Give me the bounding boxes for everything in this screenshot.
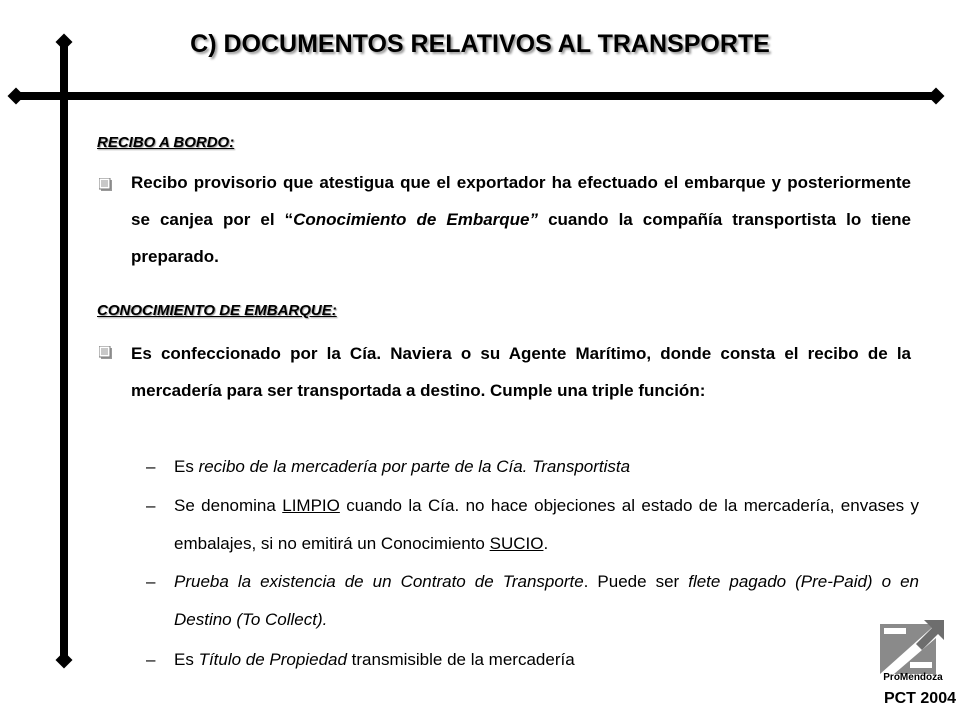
sub-item-3 (174, 563, 919, 639)
dash-marker: – (146, 650, 156, 669)
sub-item-1 (174, 448, 919, 486)
dash-marker: – (146, 457, 156, 476)
section2-paragraph: Es confeccionado por la Cía. Naviera o su Agente Marítimo, donde consta el recibo de la mercadería para ser transportada a destino. Cumple una triple función: (131, 344, 911, 400)
frame-horizontal-line (16, 92, 938, 100)
sub-item-underlined: LIMPIO (282, 496, 340, 515)
sub-item-text: transmisible de la mercadería (346, 650, 575, 669)
diamond-top-icon (56, 34, 73, 51)
section-heading-conocimiento: CONOCIMIENTO DE EMBARQUE: (97, 302, 337, 319)
section-heading-recibo: RECIBO A BORDO: (97, 134, 235, 151)
logo-text: ProMendoza (883, 672, 943, 683)
dash-marker: – (146, 572, 156, 591)
sub-item-italic: Título de Propiedad (198, 650, 347, 669)
promendoza-logo-icon (876, 618, 948, 678)
sub-item-text: . Puede ser (583, 572, 689, 591)
sub-item-underlined: SUCIO (489, 534, 544, 553)
paragraph-text: cuando la compañía transportista lo tiene preparado. (131, 210, 911, 266)
sub-item-italic: flete pagado (Pre-Paid) o en Destino (To Collect). (174, 572, 919, 629)
sub-item-text: Es (174, 457, 199, 476)
bullet-box-icon (99, 178, 113, 192)
diamond-bottom-icon (56, 652, 73, 669)
sub-item-text: Se denomina (174, 496, 283, 515)
sub-item-text: . (543, 534, 549, 553)
bullet-box-icon (99, 346, 113, 360)
frame-vertical-line (60, 42, 68, 662)
sub-item-4 (174, 641, 919, 679)
page-title: C) DOCUMENTOS RELATIVOS AL TRANSPORTE (190, 30, 770, 58)
diamond-left-icon (8, 88, 25, 105)
diamond-right-icon (928, 88, 945, 105)
footer-label: PCT 2004 (883, 690, 956, 707)
sub-item-text: Es (174, 650, 199, 669)
sub-item-2 (174, 487, 919, 563)
dash-marker: – (146, 496, 156, 515)
sub-item-italic: Prueba la existencia de un Contrato de Transporte (174, 572, 584, 591)
section1-paragraph (131, 164, 911, 275)
sub-item-italic: recibo de la mercadería por parte de la Cía. Transportista (198, 457, 631, 476)
paragraph-italic-text: Conocimiento de Embarque” (293, 210, 539, 229)
paragraph-text: Recibo provisorio que atestigua que el exportador ha efectuado el embarque y posteriormente se canjea por el “ (131, 173, 911, 229)
sub-item-text: cuando la Cía. no hace objeciones al estado de la mercadería, envases y embalajes, si no emitirá un Conocimiento (174, 496, 920, 553)
